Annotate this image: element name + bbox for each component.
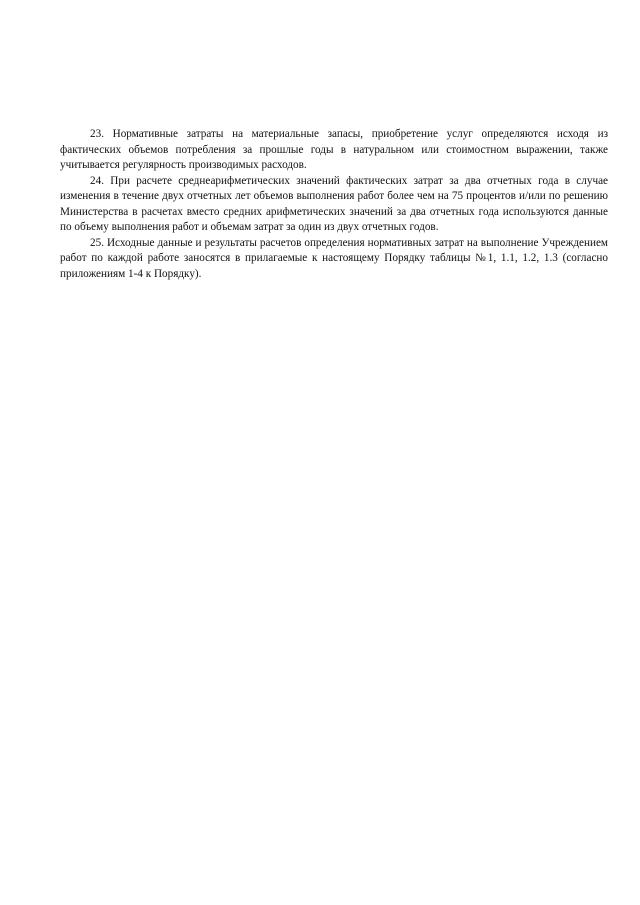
paragraph-24: 24. При расчете среднеарифметических значений фактических затрат за два отчетных года в случае изменения в течение двух отчетных лет объемов выполнения работ более чем на 75 процентов и/или по решению Министерства в расчетах вместо средних арифметических значений за два отчетных года используются данные по объему выполнения работ и объемам затрат за один из двух отчетных годов.	[60, 174, 608, 233]
paragraph-23: 23. Нормативные затраты на материальные запасы, приобретение услуг определяются исходя из фактических объемов потребления за прошлые годы в натуральном или стоимостном выражении, также учитывается регулярность производимых расходов.	[60, 128, 608, 171]
paragraph-25: 25. Исходные данные и результаты расчетов определения нормативных затрат на выполнение Учреждением работ по каждой работе заносятся в прилагаемые к настоящему Порядку таблицы №1, 1.1, 1.2, 1.3 (согласно приложениям 1-4 к Порядку).	[60, 236, 608, 280]
document-body	[60, 127, 608, 282]
